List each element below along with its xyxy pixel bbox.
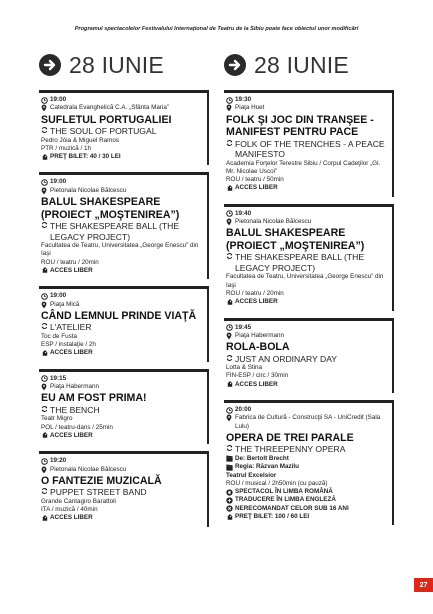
clock-icon <box>226 324 233 332</box>
ticket-icon <box>41 514 48 522</box>
event-subtitle: JUST AN ORDINARY DAY <box>235 353 338 364</box>
event-subtitle-row <box>226 252 386 273</box>
event-extra: SPECTACOL ÎN LIMBA ROMÂNĂ <box>235 488 333 496</box>
event-location-row <box>41 383 201 391</box>
event-card-l-atelier[interactable] <box>39 286 209 361</box>
event-info: PTR / muzică / 1h <box>41 144 92 152</box>
location-icon <box>41 104 48 112</box>
date-heading: 28 IUNIE <box>69 51 164 78</box>
event-location-row <box>226 104 386 112</box>
event-time: 19:00 <box>50 178 67 186</box>
event-location: Piaţa Habermann <box>50 383 100 391</box>
event-location: Pietonala Nicolae Bălcescu <box>50 186 127 194</box>
event-location: Piaţa Huet <box>235 104 265 112</box>
subtitle-icon <box>226 496 233 504</box>
event-extra-row <box>226 505 386 513</box>
event-time-row <box>226 210 386 218</box>
event-access: PREŢ BILET: 100 / 60 LEI <box>235 513 310 521</box>
ticket-icon <box>226 513 233 521</box>
event-info: ROU / teatru / 20min <box>226 289 284 297</box>
location-icon <box>226 104 233 112</box>
event-location: Piaţa Mică <box>50 300 80 308</box>
ticket-icon <box>41 267 48 275</box>
clock-icon <box>226 96 233 104</box>
event-time-row <box>41 178 201 186</box>
event-location-row <box>41 301 201 309</box>
event-time-row <box>41 96 201 104</box>
event-location: Pietonala Nicolae Bălcescu <box>235 218 312 226</box>
date-header <box>39 50 209 80</box>
event-subtitle-row <box>41 126 201 137</box>
event-info: POL / teatru-dans / 25min <box>41 423 113 431</box>
event-subtitle-row <box>226 444 386 455</box>
event-company: Teatrul Excelsior <box>226 471 277 479</box>
age-icon <box>226 505 233 513</box>
event-card-the-threepenny-opera[interactable] <box>224 400 394 525</box>
event-access-row <box>41 153 201 161</box>
location-icon <box>226 414 233 422</box>
clock-icon <box>41 457 48 465</box>
event-title: OPERA DE TREI PARALE <box>226 431 354 444</box>
ticket-icon <box>41 432 48 440</box>
event-card-folk-of-the-trenches-a-peace-manifesto[interactable] <box>224 90 394 197</box>
event-time-row <box>41 457 201 465</box>
event-credit: Regia: Răzvan Mazilu <box>235 463 300 471</box>
event-access-row <box>41 432 201 440</box>
refresh-icon <box>41 221 48 229</box>
event-company: Facultatea de Teatru, Universitatea „George Enescu” din Iaşi <box>226 273 384 289</box>
event-info: ITA / muzică / 40min <box>41 506 98 514</box>
event-company: Grande Cantagiro Barattoli <box>41 497 116 505</box>
event-title: FOLK ŞI JOC DIN TRANŞEE - MANIFEST PENTRU PACE <box>226 113 374 139</box>
event-company: Facultatea de Teatru, Universitatea „George Enescu” din Iaşi <box>41 242 199 258</box>
refresh-icon <box>41 487 48 495</box>
refresh-icon <box>226 252 233 260</box>
schedule-column-right <box>224 50 394 532</box>
event-subtitle-row <box>41 322 201 333</box>
location-icon <box>41 187 48 195</box>
event-location-row <box>41 104 201 112</box>
event-location: Piaţa Habermann <box>235 331 285 339</box>
date-heading: 28 IUNIE <box>254 51 349 78</box>
event-access: ACCES LIBER <box>235 380 278 388</box>
event-subtitle: FOLK OF THE TRENCHES - A PEACE MANIFESTO <box>235 138 385 160</box>
event-card-puppet-street-band[interactable] <box>39 451 209 526</box>
page-number: 27 <box>414 578 433 592</box>
event-subtitle: PUPPET STREET BAND <box>50 487 147 498</box>
event-info: ESP / instalaţie / 2h <box>41 341 96 349</box>
event-access: ACCES LIBER <box>50 349 93 357</box>
event-title: O FANTEZIE MUZICALĂ <box>41 474 162 487</box>
refresh-icon <box>41 126 48 134</box>
arrow-icon <box>39 54 61 76</box>
event-company: Academia Forţelor Terestre Sibiu / Corpul Cadeţilor „Gl. Mr. Nicolae Uscoi” <box>226 159 381 175</box>
location-icon <box>41 383 48 391</box>
event-access: ACCES LIBER <box>50 514 93 522</box>
event-credit-row <box>226 463 386 471</box>
audio-icon <box>226 488 233 496</box>
event-info: ROU / teatru / 50min <box>226 176 284 184</box>
event-subtitle-row <box>41 405 201 416</box>
location-icon <box>226 332 233 340</box>
event-subtitle: THE BENCH <box>50 404 100 415</box>
event-card-the-shakespeare-ball-the-legacy-project[interactable] <box>39 172 209 279</box>
event-card-the-shakespeare-ball-the-legacy-project[interactable] <box>224 204 394 311</box>
event-subtitle-row <box>41 487 201 498</box>
event-time-row <box>226 406 386 414</box>
ticket-icon <box>226 381 233 389</box>
clock-icon <box>41 96 48 104</box>
event-credit: De: Bertolt Brecht <box>235 454 289 462</box>
refresh-icon <box>41 322 48 330</box>
event-card-just-an-ordinary-day[interactable] <box>224 318 394 393</box>
event-access-row <box>226 381 386 389</box>
event-time-row <box>226 96 386 104</box>
event-time: 19:00 <box>50 292 67 300</box>
event-subtitle: THE SHAKESPEARE BALL (THE LEGACY PROJECT) <box>235 252 365 273</box>
event-company: Lotta & Stina <box>226 364 263 372</box>
event-time-row <box>41 375 201 383</box>
ticket-icon <box>226 184 233 192</box>
event-card-the-bench[interactable] <box>39 369 209 444</box>
event-time: 19:20 <box>50 457 67 465</box>
event-time-row <box>226 324 386 332</box>
event-time: 19:15 <box>50 374 67 382</box>
ticket-icon <box>41 349 48 357</box>
event-company: Pedro Jóia & Miguel Ramos <box>41 136 120 144</box>
location-icon <box>226 218 233 226</box>
event-location-row <box>226 414 386 431</box>
event-location-row <box>41 187 201 195</box>
event-location: Fabrica de Cultură - Construcţii SA - UniCredit (Sala Lulu) <box>235 414 381 430</box>
event-company: Toc de Fusta <box>41 332 78 340</box>
event-access-row <box>226 298 386 306</box>
event-time: 20:00 <box>235 406 252 414</box>
location-icon <box>41 301 48 309</box>
event-title: BALUL SHAKESPEARE (PROIECT „MOŞTENIREA”) <box>41 196 180 221</box>
event-title: CÂND LEMNUL PRINDE VIAŢĂ <box>41 309 197 322</box>
event-info: ROU / musical / 2h50min (cu pauză) <box>226 479 328 487</box>
refresh-icon <box>226 444 233 452</box>
event-subtitle-row <box>226 139 386 160</box>
event-title: BALUL SHAKESPEARE (PROIECT „MOŞTENIREA”) <box>226 227 365 252</box>
event-info: FIN-ESP / circ / 30min <box>226 372 289 380</box>
director-icon <box>226 463 233 471</box>
event-credit-row <box>226 455 386 463</box>
event-extra-row <box>226 496 386 504</box>
program-notice: Programul spectacolelor Festivalului Internaţional de Teatru de la Sibiu poate face obiectul unor modificări <box>74 26 359 32</box>
event-location-row <box>226 332 386 340</box>
event-subtitle: THE SHAKESPEARE BALL (THE LEGACY PROJECT) <box>50 221 180 242</box>
event-access-row <box>226 184 386 192</box>
event-title: SUFLETUL PORTUGALIEI <box>41 113 172 126</box>
event-subtitle: THE THREEPENNY OPERA <box>235 444 346 455</box>
event-access-row <box>226 513 386 521</box>
director-icon <box>226 455 233 463</box>
event-extra: TRADUCERE ÎN LIMBA ENGLEZĂ <box>235 496 336 504</box>
event-time: 19:00 <box>50 96 67 103</box>
event-time: 19:30 <box>235 96 252 103</box>
clock-icon <box>41 292 48 300</box>
ticket-icon <box>226 298 233 306</box>
refresh-icon <box>41 405 48 413</box>
clock-icon <box>41 178 48 186</box>
event-title: ROLA-BOLA <box>226 341 290 354</box>
event-time: 19:40 <box>235 209 252 217</box>
event-location-row <box>226 218 386 226</box>
date-header <box>224 50 394 80</box>
clock-icon <box>41 375 48 383</box>
clock-icon <box>226 210 233 218</box>
event-time: 19:45 <box>235 323 252 331</box>
event-time-row <box>41 292 201 300</box>
event-info: ROU / teatru / 20min <box>41 258 99 266</box>
event-subtitle-row <box>41 221 201 242</box>
event-location: Catedrala Evanghelică C.A. „Sfânta Maria” <box>50 104 169 112</box>
location-icon <box>41 466 48 474</box>
event-access: ACCES LIBER <box>235 184 278 192</box>
schedule-column-left <box>39 50 209 534</box>
event-access-row <box>41 349 201 357</box>
event-access-row <box>41 267 201 275</box>
event-subtitle-row <box>226 354 386 365</box>
event-location: Pietonala Nicolae Bălcescu <box>50 465 127 473</box>
event-access: ACCES LIBER <box>50 266 93 274</box>
event-company: Teatr Migro <box>41 415 73 423</box>
event-title: EU AM FOST PRIMA! <box>41 392 147 405</box>
refresh-icon <box>226 354 233 362</box>
refresh-icon <box>226 139 233 147</box>
event-access-row <box>41 514 201 522</box>
event-extra: NERECOMANDAT CELOR SUB 16 ANI <box>235 504 349 512</box>
event-access: ACCES LIBER <box>50 431 93 439</box>
event-location-row <box>41 466 201 474</box>
ticket-icon <box>41 153 48 161</box>
event-access: PREŢ BILET: 40 / 30 LEI <box>50 153 121 161</box>
clock-icon <box>226 406 233 414</box>
event-subtitle: THE SOUL OF PORTUGAL <box>50 126 157 137</box>
arrow-icon <box>224 54 246 76</box>
event-subtitle: L'ATELIER <box>50 322 92 333</box>
event-card-the-soul-of-portugal[interactable] <box>39 90 209 165</box>
event-access: ACCES LIBER <box>235 298 278 306</box>
